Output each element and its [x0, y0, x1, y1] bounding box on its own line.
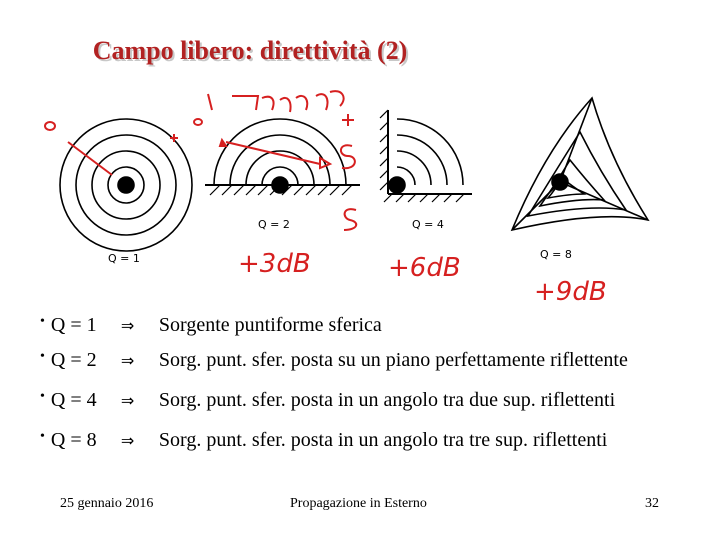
bullet-text: Sorg. punt. sfer. posta in un angolo tra due sup. riflettenti: [158, 388, 616, 411]
bullet-text: Sorg. punt. sfer. posta in un angolo tra tre sup. riflettenti: [158, 428, 608, 451]
bullet-text: Sorgente puntiforme sferica: [158, 313, 382, 336]
gain-q4: +6dB: [388, 253, 461, 283]
bullet-q: Q = 4: [50, 388, 97, 411]
bullet-dot: •: [40, 389, 45, 404]
gain-q2: +3dB: [238, 249, 311, 279]
bullet-item: [40, 310, 710, 340]
bullet-item: [40, 380, 710, 420]
bullet-item: [40, 420, 710, 460]
q8-label: Q = 8: [540, 248, 572, 261]
diagram-q4: [388, 110, 472, 194]
bullet-item: [40, 340, 710, 380]
q2-label: Q = 2: [258, 218, 290, 231]
bullet-q: Q = 2: [50, 348, 97, 371]
footer-page-number: 32: [645, 496, 659, 511]
footer-course: Propagazione in Esterno: [290, 496, 427, 511]
bullet-list: [40, 310, 710, 460]
q4-label: Q = 4: [412, 218, 444, 231]
bullet-dot: •: [40, 429, 45, 444]
slide-title: Campo libero: direttività (2): [92, 36, 408, 65]
gain-q8: +9dB: [534, 277, 607, 307]
directivity-figure: [0, 80, 720, 310]
q1-label: Q = 1: [108, 252, 140, 265]
implies-arrow: ⇒: [120, 315, 135, 335]
diagram-q8: [512, 98, 648, 230]
footer-date: 25 gennaio 2016: [60, 496, 154, 511]
bullet-q: Q = 1: [50, 313, 97, 336]
bullet-dot: •: [40, 314, 45, 329]
implies-arrow: ⇒: [120, 430, 135, 450]
implies-arrow: ⇒: [120, 390, 135, 410]
bullet-dot: •: [40, 349, 45, 364]
bullet-text: Sorg. punt. sfer. posta su un piano perfettamente riflettente: [158, 348, 628, 371]
implies-arrow: ⇒: [120, 350, 135, 370]
bullet-q: Q = 8: [50, 428, 97, 451]
annotation-marks-q1: [45, 122, 178, 175]
